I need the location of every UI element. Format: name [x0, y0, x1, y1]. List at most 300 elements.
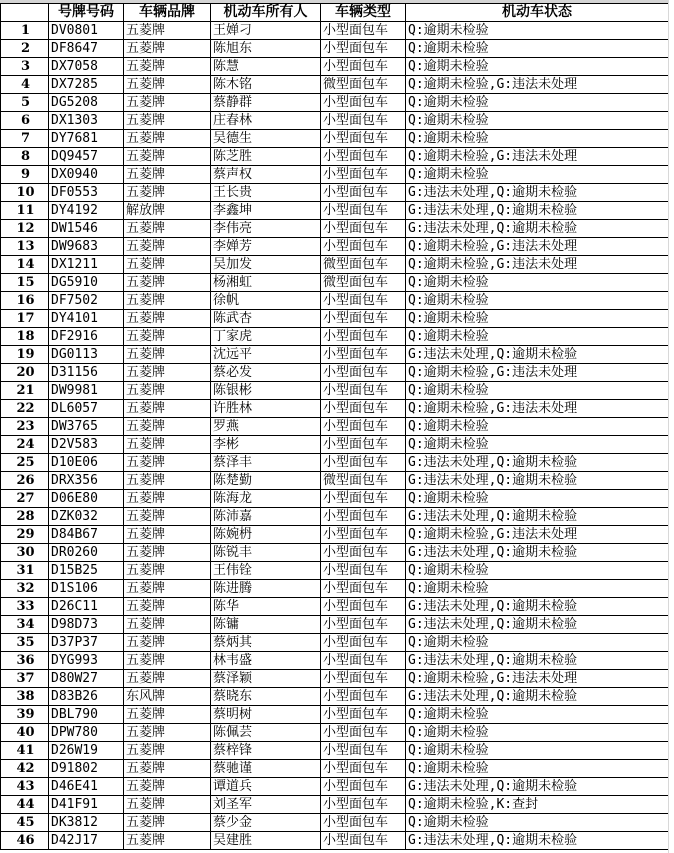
plate-cell[interactable]: DW1546 [49, 220, 124, 238]
owner-cell[interactable]: 蔡驰谨 [211, 760, 321, 778]
plate-cell[interactable]: D83B26 [49, 688, 124, 706]
type-cell[interactable]: 小型面包车 [321, 58, 406, 76]
brand-cell[interactable]: 五菱牌 [124, 22, 211, 40]
brand-cell[interactable]: 五菱牌 [124, 418, 211, 436]
owner-cell[interactable]: 沈远平 [211, 346, 321, 364]
plate-cell[interactable]: DX1303 [49, 112, 124, 130]
type-cell[interactable]: 小型面包车 [321, 778, 406, 796]
brand-cell[interactable]: 五菱牌 [124, 382, 211, 400]
row-number-cell[interactable]: 31 [1, 562, 49, 580]
plate-cell[interactable]: DF2916 [49, 328, 124, 346]
plate-cell[interactable]: DF0553 [49, 184, 124, 202]
type-cell[interactable]: 小型面包车 [321, 742, 406, 760]
type-cell[interactable]: 小型面包车 [321, 346, 406, 364]
owner-cell[interactable]: 谭道兵 [211, 778, 321, 796]
type-cell[interactable]: 小型面包车 [321, 130, 406, 148]
type-cell[interactable]: 小型面包车 [321, 310, 406, 328]
owner-cell[interactable]: 蔡明树 [211, 706, 321, 724]
brand-cell[interactable]: 五菱牌 [124, 292, 211, 310]
status-cell[interactable]: Q:逾期未检验 [406, 742, 669, 760]
type-cell[interactable]: 小型面包车 [321, 670, 406, 688]
row-number-cell[interactable]: 20 [1, 364, 49, 382]
row-number-cell[interactable]: 5 [1, 94, 49, 112]
row-number-cell[interactable]: 41 [1, 742, 49, 760]
owner-cell[interactable]: 蔡静群 [211, 94, 321, 112]
row-number-cell[interactable]: 13 [1, 238, 49, 256]
status-cell[interactable]: Q:逾期未检验 [406, 418, 669, 436]
table-row [1, 706, 669, 724]
brand-cell[interactable]: 五菱牌 [124, 670, 211, 688]
row-number-cell[interactable]: 34 [1, 616, 49, 634]
plate-cell[interactable]: DK3812 [49, 814, 124, 832]
table-row [1, 418, 669, 436]
plate-cell[interactable]: DW9981 [49, 382, 124, 400]
status-cell[interactable]: G:违法未处理,Q:逾期未检验 [406, 202, 669, 220]
status-cell[interactable]: Q:逾期未检验 [406, 274, 669, 292]
type-cell[interactable]: 小型面包车 [321, 580, 406, 598]
owner-cell[interactable]: 李伟亮 [211, 220, 321, 238]
status-cell[interactable]: Q:逾期未检验,G:违法未处理 [406, 76, 669, 94]
brand-cell[interactable]: 五菱牌 [124, 76, 211, 94]
status-cell[interactable]: Q:逾期未检验 [406, 112, 669, 130]
table-row [1, 76, 669, 94]
row-number-cell[interactable]: 43 [1, 778, 49, 796]
row-number-cell[interactable]: 19 [1, 346, 49, 364]
plate-cell[interactable]: D80W27 [49, 670, 124, 688]
type-cell[interactable]: 小型面包车 [321, 418, 406, 436]
type-cell[interactable]: 小型面包车 [321, 760, 406, 778]
type-cell[interactable]: 小型面包车 [321, 616, 406, 634]
plate-cell[interactable]: DL6057 [49, 400, 124, 418]
owner-cell[interactable]: 蔡必发 [211, 364, 321, 382]
status-cell[interactable]: G:违法未处理,Q:逾期未检验 [406, 454, 669, 472]
table-row [1, 238, 669, 256]
plate-cell[interactable]: DX0940 [49, 166, 124, 184]
plate-cell[interactable]: DW9683 [49, 238, 124, 256]
type-cell[interactable]: 小型面包车 [321, 634, 406, 652]
status-cell[interactable]: Q:逾期未检验 [406, 382, 669, 400]
status-cell[interactable]: Q:逾期未检验 [406, 94, 669, 112]
row-number-cell[interactable]: 14 [1, 256, 49, 274]
table-row [1, 580, 669, 598]
plate-cell[interactable]: D98D73 [49, 616, 124, 634]
owner-cell[interactable]: 李鑫坤 [211, 202, 321, 220]
header-owner[interactable]: 机动车所有人 [211, 4, 321, 22]
table-row [1, 670, 669, 688]
owner-cell[interactable]: 许胜林 [211, 400, 321, 418]
brand-cell[interactable]: 五菱牌 [124, 544, 211, 562]
status-cell[interactable]: G:违法未处理,Q:逾期未检验 [406, 616, 669, 634]
brand-cell[interactable]: 五菱牌 [124, 526, 211, 544]
type-cell[interactable]: 小型面包车 [321, 22, 406, 40]
type-cell[interactable]: 小型面包车 [321, 526, 406, 544]
brand-cell[interactable]: 五菱牌 [124, 400, 211, 418]
header-corner [1, 4, 49, 22]
brand-cell[interactable]: 五菱牌 [124, 760, 211, 778]
header-type[interactable]: 车辆类型 [321, 4, 406, 22]
owner-cell[interactable]: 李彬 [211, 436, 321, 454]
brand-cell[interactable]: 五菱牌 [124, 328, 211, 346]
row-number-cell[interactable]: 6 [1, 112, 49, 130]
brand-cell[interactable]: 五菱牌 [124, 220, 211, 238]
owner-cell[interactable]: 李婵芳 [211, 238, 321, 256]
plate-cell[interactable]: D46E41 [49, 778, 124, 796]
owner-cell[interactable]: 陈芝胜 [211, 148, 321, 166]
type-cell[interactable]: 小型面包车 [321, 292, 406, 310]
status-cell[interactable]: Q:逾期未检验,G:违法未处理 [406, 364, 669, 382]
brand-cell[interactable]: 五菱牌 [124, 616, 211, 634]
status-cell[interactable]: Q:逾期未检验 [406, 40, 669, 58]
status-cell[interactable]: Q:逾期未检验 [406, 166, 669, 184]
owner-cell[interactable]: 蔡声权 [211, 166, 321, 184]
type-cell[interactable]: 小型面包车 [321, 796, 406, 814]
brand-cell[interactable]: 五菱牌 [124, 742, 211, 760]
plate-cell[interactable]: DX1211 [49, 256, 124, 274]
table-row [1, 346, 669, 364]
plate-cell[interactable]: D41F91 [49, 796, 124, 814]
plate-cell[interactable]: D10E06 [49, 454, 124, 472]
brand-cell[interactable]: 五菱牌 [124, 580, 211, 598]
row-number-cell[interactable]: 7 [1, 130, 49, 148]
row-number-cell[interactable]: 32 [1, 580, 49, 598]
status-cell[interactable]: Q:逾期未检验 [406, 310, 669, 328]
type-cell[interactable]: 小型面包车 [321, 148, 406, 166]
status-cell[interactable]: Q:逾期未检验 [406, 328, 669, 346]
plate-cell[interactable]: D84B67 [49, 526, 124, 544]
plate-cell[interactable]: DY7681 [49, 130, 124, 148]
owner-cell[interactable]: 陈进腾 [211, 580, 321, 598]
type-cell[interactable]: 小型面包车 [321, 184, 406, 202]
plate-cell[interactable]: DR0260 [49, 544, 124, 562]
type-cell[interactable]: 小型面包车 [321, 328, 406, 346]
brand-cell[interactable]: 解放牌 [124, 202, 211, 220]
type-cell[interactable]: 小型面包车 [321, 400, 406, 418]
owner-cell[interactable]: 陈木铭 [211, 76, 321, 94]
plate-cell[interactable]: DX7285 [49, 76, 124, 94]
owner-cell[interactable]: 刘圣军 [211, 796, 321, 814]
type-cell[interactable]: 小型面包车 [321, 688, 406, 706]
brand-cell[interactable]: 五菱牌 [124, 238, 211, 256]
row-number-cell[interactable]: 28 [1, 508, 49, 526]
row-number-cell[interactable]: 2 [1, 40, 49, 58]
row-number-cell[interactable]: 10 [1, 184, 49, 202]
row-number-cell[interactable]: 25 [1, 454, 49, 472]
brand-cell[interactable]: 五菱牌 [124, 274, 211, 292]
brand-cell[interactable]: 五菱牌 [124, 706, 211, 724]
type-cell[interactable]: 微型面包车 [321, 472, 406, 490]
row-number-cell[interactable]: 11 [1, 202, 49, 220]
brand-cell[interactable]: 五菱牌 [124, 148, 211, 166]
status-cell[interactable]: G:违法未处理,Q:逾期未检验 [406, 598, 669, 616]
status-cell[interactable]: Q:逾期未检验 [406, 58, 669, 76]
table-row [1, 256, 669, 274]
type-cell[interactable]: 小型面包车 [321, 490, 406, 508]
brand-cell[interactable]: 五菱牌 [124, 436, 211, 454]
type-cell[interactable]: 小型面包车 [321, 382, 406, 400]
status-cell[interactable]: Q:逾期未检验,K:查封 [406, 796, 669, 814]
status-cell[interactable]: Q:逾期未检验 [406, 22, 669, 40]
plate-cell[interactable]: D15B25 [49, 562, 124, 580]
brand-cell[interactable]: 东风牌 [124, 688, 211, 706]
status-cell[interactable]: G:违法未处理,Q:逾期未检验 [406, 688, 669, 706]
row-number-cell[interactable]: 21 [1, 382, 49, 400]
status-cell[interactable]: Q:逾期未检验,G:违法未处理 [406, 670, 669, 688]
type-cell[interactable]: 小型面包车 [321, 706, 406, 724]
status-cell[interactable]: Q:逾期未检验,G:违法未处理 [406, 238, 669, 256]
brand-cell[interactable]: 五菱牌 [124, 346, 211, 364]
plate-cell[interactable]: D06E80 [49, 490, 124, 508]
plate-cell[interactable]: DYG993 [49, 652, 124, 670]
brand-cell[interactable]: 五菱牌 [124, 166, 211, 184]
type-cell[interactable]: 微型面包车 [321, 76, 406, 94]
plate-cell[interactable]: D26C11 [49, 598, 124, 616]
status-cell[interactable]: Q:逾期未检验,G:违法未处理 [406, 256, 669, 274]
owner-cell[interactable]: 杨湘虹 [211, 274, 321, 292]
table-row [1, 742, 669, 760]
status-cell[interactable]: Q:逾期未检验 [406, 634, 669, 652]
row-number-cell[interactable]: 22 [1, 400, 49, 418]
status-cell[interactable]: Q:逾期未检验 [406, 490, 669, 508]
type-cell[interactable]: 小型面包车 [321, 94, 406, 112]
row-number-cell[interactable]: 12 [1, 220, 49, 238]
plate-cell[interactable]: DRX356 [49, 472, 124, 490]
row-number-cell[interactable]: 38 [1, 688, 49, 706]
owner-cell[interactable]: 王伟铨 [211, 562, 321, 580]
plate-cell[interactable]: D42J17 [49, 832, 124, 850]
plate-cell[interactable]: DBL790 [49, 706, 124, 724]
row-number-cell[interactable]: 4 [1, 76, 49, 94]
table-row [1, 382, 669, 400]
plate-cell[interactable]: D1S106 [49, 580, 124, 598]
owner-cell[interactable]: 徐帆 [211, 292, 321, 310]
row-number-cell[interactable]: 36 [1, 652, 49, 670]
type-cell[interactable]: 小型面包车 [321, 598, 406, 616]
brand-cell[interactable]: 五菱牌 [124, 778, 211, 796]
status-cell[interactable]: G:违法未处理,Q:逾期未检验 [406, 832, 669, 850]
brand-cell[interactable]: 五菱牌 [124, 796, 211, 814]
owner-cell[interactable]: 陈镛 [211, 616, 321, 634]
brand-cell[interactable]: 五菱牌 [124, 652, 211, 670]
plate-cell[interactable]: DW3765 [49, 418, 124, 436]
owner-cell[interactable]: 蔡少金 [211, 814, 321, 832]
plate-cell[interactable]: D26W19 [49, 742, 124, 760]
owner-cell[interactable]: 陈婉枬 [211, 526, 321, 544]
row-number-cell[interactable]: 30 [1, 544, 49, 562]
brand-cell[interactable]: 五菱牌 [124, 256, 211, 274]
owner-cell[interactable]: 蔡泽丰 [211, 454, 321, 472]
owner-cell[interactable]: 吴德生 [211, 130, 321, 148]
plate-cell[interactable]: D2V583 [49, 436, 124, 454]
type-cell[interactable]: 小型面包车 [321, 544, 406, 562]
owner-cell[interactable]: 蔡梓锋 [211, 742, 321, 760]
owner-cell[interactable]: 王长贵 [211, 184, 321, 202]
status-cell[interactable]: Q:逾期未检验,G:违法未处理 [406, 400, 669, 418]
table-row [1, 598, 669, 616]
plate-cell[interactable]: DZK032 [49, 508, 124, 526]
row-number-cell[interactable]: 23 [1, 418, 49, 436]
table-row [1, 130, 669, 148]
plate-cell[interactable]: DX7058 [49, 58, 124, 76]
status-cell[interactable]: G:违法未处理,Q:逾期未检验 [406, 544, 669, 562]
row-number-cell[interactable]: 9 [1, 166, 49, 184]
owner-cell[interactable]: 王婵刁 [211, 22, 321, 40]
brand-cell[interactable]: 五菱牌 [124, 184, 211, 202]
status-cell[interactable]: Q:逾期未检验 [406, 724, 669, 742]
row-number-cell[interactable]: 1 [1, 22, 49, 40]
owner-cell[interactable]: 丁家虎 [211, 328, 321, 346]
plate-cell[interactable]: DV0801 [49, 22, 124, 40]
plate-cell[interactable]: D31156 [49, 364, 124, 382]
owner-cell[interactable]: 罗燕 [211, 418, 321, 436]
type-cell[interactable]: 小型面包车 [321, 166, 406, 184]
row-number-cell[interactable]: 18 [1, 328, 49, 346]
plate-cell[interactable]: D37P37 [49, 634, 124, 652]
table-row [1, 454, 669, 472]
row-number-cell[interactable]: 45 [1, 814, 49, 832]
type-cell[interactable]: 微型面包车 [321, 274, 406, 292]
type-cell[interactable]: 小型面包车 [321, 436, 406, 454]
plate-cell[interactable]: DF8647 [49, 40, 124, 58]
row-number-cell[interactable]: 35 [1, 634, 49, 652]
owner-cell[interactable]: 陈海龙 [211, 490, 321, 508]
type-cell[interactable]: 小型面包车 [321, 112, 406, 130]
plate-cell[interactable]: DY4192 [49, 202, 124, 220]
owner-cell[interactable]: 蔡晓东 [211, 688, 321, 706]
header-plate[interactable]: 号牌号码 [49, 4, 124, 22]
table-row [1, 292, 669, 310]
table-row [1, 310, 669, 328]
plate-cell[interactable]: D91802 [49, 760, 124, 778]
status-cell[interactable]: Q:逾期未检验 [406, 130, 669, 148]
status-cell[interactable]: Q:逾期未检验,G:违法未处理 [406, 148, 669, 166]
brand-cell[interactable]: 五菱牌 [124, 724, 211, 742]
header-status[interactable]: 机动车状态 [406, 4, 669, 22]
plate-cell[interactable]: DG5208 [49, 94, 124, 112]
table-row [1, 400, 669, 418]
status-cell[interactable]: G:违法未处理,Q:逾期未检验 [406, 346, 669, 364]
status-cell[interactable]: Q:逾期未检验 [406, 580, 669, 598]
owner-cell[interactable]: 庄春林 [211, 112, 321, 130]
row-number-cell[interactable]: 8 [1, 148, 49, 166]
plate-cell[interactable]: DF7502 [49, 292, 124, 310]
brand-cell[interactable]: 五菱牌 [124, 598, 211, 616]
brand-cell[interactable]: 五菱牌 [124, 130, 211, 148]
type-cell[interactable]: 小型面包车 [321, 364, 406, 382]
owner-cell[interactable]: 陈慧 [211, 58, 321, 76]
type-cell[interactable]: 小型面包车 [321, 220, 406, 238]
status-cell[interactable]: Q:逾期未检验 [406, 760, 669, 778]
type-cell[interactable]: 小型面包车 [321, 40, 406, 58]
status-cell[interactable]: Q:逾期未检验 [406, 814, 669, 832]
owner-cell[interactable]: 蔡泽颖 [211, 670, 321, 688]
plate-cell[interactable]: DG5910 [49, 274, 124, 292]
brand-cell[interactable]: 五菱牌 [124, 454, 211, 472]
owner-cell[interactable]: 陈旭东 [211, 40, 321, 58]
status-cell[interactable]: G:违法未处理,Q:逾期未检验 [406, 652, 669, 670]
owner-cell[interactable]: 陈华 [211, 598, 321, 616]
plate-cell[interactable]: DQ9457 [49, 148, 124, 166]
brand-cell[interactable]: 五菱牌 [124, 832, 211, 850]
owner-cell[interactable]: 陈银彬 [211, 382, 321, 400]
row-number-cell[interactable]: 33 [1, 598, 49, 616]
status-cell[interactable]: Q:逾期未检验 [406, 436, 669, 454]
brand-cell[interactable]: 五菱牌 [124, 490, 211, 508]
status-cell[interactable]: Q:逾期未检验 [406, 562, 669, 580]
brand-cell[interactable]: 五菱牌 [124, 364, 211, 382]
row-number-cell[interactable]: 3 [1, 58, 49, 76]
status-cell[interactable]: G:违法未处理,Q:逾期未检验 [406, 508, 669, 526]
owner-cell[interactable]: 吴加发 [211, 256, 321, 274]
row-number-cell[interactable]: 37 [1, 670, 49, 688]
owner-cell[interactable]: 陈楚勤 [211, 472, 321, 490]
row-number-cell[interactable]: 40 [1, 724, 49, 742]
status-cell[interactable]: G:违法未处理,Q:逾期未检验 [406, 472, 669, 490]
status-cell[interactable]: Q:逾期未检验,G:违法未处理 [406, 526, 669, 544]
plate-cell[interactable]: DPW780 [49, 724, 124, 742]
row-number-cell[interactable]: 26 [1, 472, 49, 490]
brand-cell[interactable]: 五菱牌 [124, 40, 211, 58]
status-cell[interactable]: G:违法未处理,Q:逾期未检验 [406, 778, 669, 796]
brand-cell[interactable]: 五菱牌 [124, 310, 211, 328]
header-brand[interactable]: 车辆品牌 [124, 4, 211, 22]
owner-cell[interactable]: 蔡炳其 [211, 634, 321, 652]
row-number-cell[interactable]: 15 [1, 274, 49, 292]
status-cell[interactable]: Q:逾期未检验 [406, 292, 669, 310]
type-cell[interactable]: 小型面包车 [321, 814, 406, 832]
row-number-cell[interactable]: 27 [1, 490, 49, 508]
status-cell[interactable]: Q:逾期未检验 [406, 706, 669, 724]
row-number-cell[interactable]: 39 [1, 706, 49, 724]
type-cell[interactable]: 小型面包车 [321, 202, 406, 220]
brand-cell[interactable]: 五菱牌 [124, 814, 211, 832]
brand-cell[interactable]: 五菱牌 [124, 94, 211, 112]
brand-cell[interactable]: 五菱牌 [124, 472, 211, 490]
owner-cell[interactable]: 陈佩芸 [211, 724, 321, 742]
brand-cell[interactable]: 五菱牌 [124, 634, 211, 652]
brand-cell[interactable]: 五菱牌 [124, 58, 211, 76]
type-cell[interactable]: 小型面包车 [321, 832, 406, 850]
type-cell[interactable]: 小型面包车 [321, 454, 406, 472]
type-cell[interactable]: 小型面包车 [321, 724, 406, 742]
plate-cell[interactable]: DG0113 [49, 346, 124, 364]
row-number-cell[interactable]: 24 [1, 436, 49, 454]
brand-cell[interactable]: 五菱牌 [124, 112, 211, 130]
type-cell[interactable]: 小型面包车 [321, 508, 406, 526]
row-number-cell[interactable]: 17 [1, 310, 49, 328]
status-cell[interactable]: G:违法未处理,Q:逾期未检验 [406, 220, 669, 238]
plate-cell[interactable]: DY4101 [49, 310, 124, 328]
owner-cell[interactable]: 陈武杏 [211, 310, 321, 328]
type-cell[interactable]: 微型面包车 [321, 256, 406, 274]
table-row [1, 220, 669, 238]
owner-cell[interactable]: 吴建胜 [211, 832, 321, 850]
table-row [1, 436, 669, 454]
row-number-cell[interactable]: 16 [1, 292, 49, 310]
status-cell[interactable]: G:违法未处理,Q:逾期未检验 [406, 184, 669, 202]
row-number-cell[interactable]: 46 [1, 832, 49, 850]
type-cell[interactable]: 小型面包车 [321, 652, 406, 670]
brand-cell[interactable]: 五菱牌 [124, 562, 211, 580]
type-cell[interactable]: 小型面包车 [321, 238, 406, 256]
brand-cell[interactable]: 五菱牌 [124, 508, 211, 526]
row-number-cell[interactable]: 42 [1, 760, 49, 778]
owner-cell[interactable]: 陈锐丰 [211, 544, 321, 562]
row-number-cell[interactable]: 44 [1, 796, 49, 814]
row-number-cell[interactable]: 29 [1, 526, 49, 544]
type-cell[interactable]: 小型面包车 [321, 562, 406, 580]
owner-cell[interactable]: 陈沛嘉 [211, 508, 321, 526]
owner-cell[interactable]: 林韦盛 [211, 652, 321, 670]
